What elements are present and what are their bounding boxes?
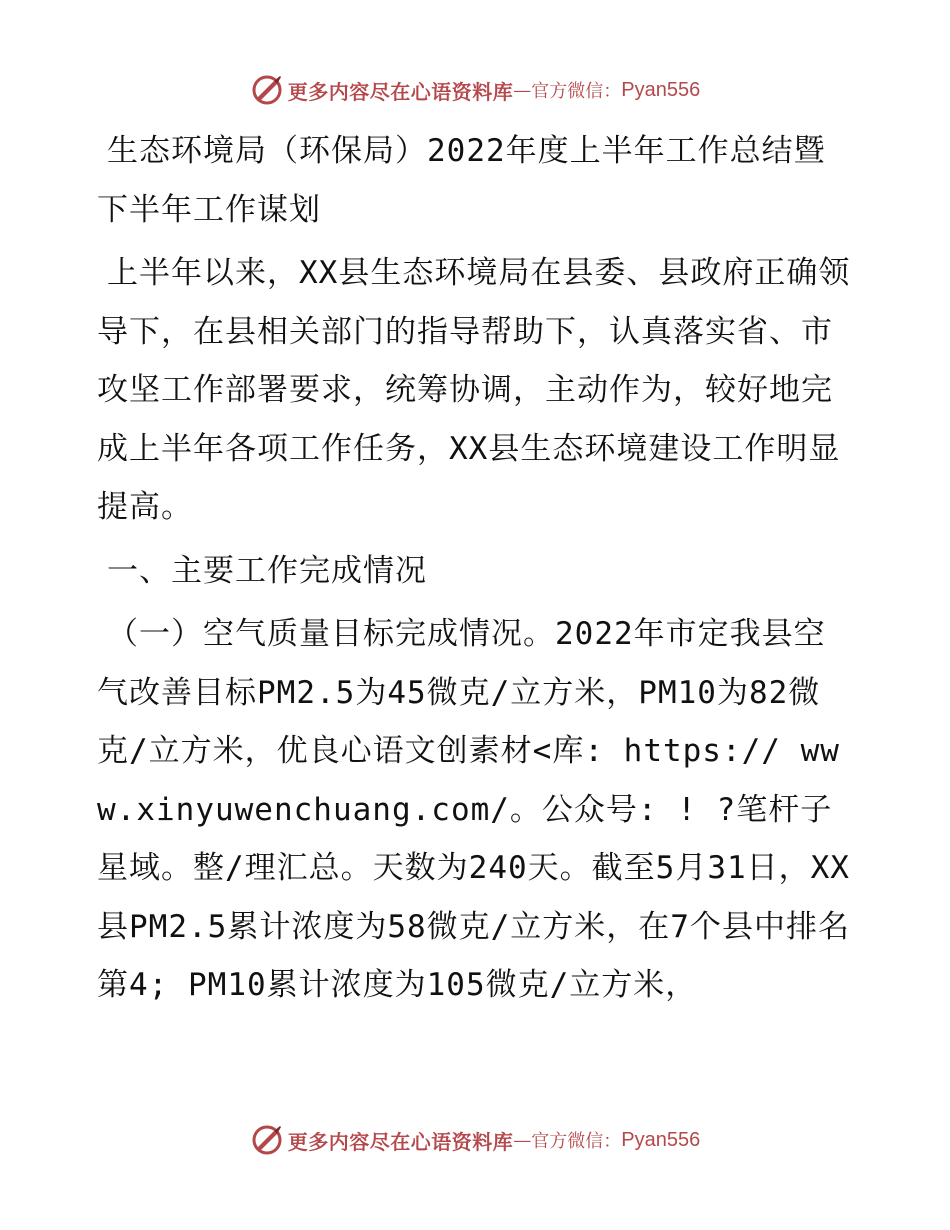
banner-text: 更多内容尽在心语资料库 (287, 1129, 514, 1154)
document-body (97, 122, 857, 1015)
banner-wechat-id: Pyan556 (621, 1128, 701, 1151)
pen-logo-icon (250, 1123, 284, 1157)
footer-watermark-banner (0, 1120, 950, 1160)
air-quality-paragraph: （一）空气质量目标完成情况。2022年市定我县空气改善目标PM2.5为45微克/立方米，PM10为82微克/立方米，优良心语文创素材<库: https:// www.xinyuwenchuang.com/。公众号: ! ?笔杆子星域。整/理汇总。天数为240天。截至5月31日，XX县PM2.5累计浓度为58微克/立方米，在7个县中排名第4; PM10累计浓度为105微克/立方米， (97, 616, 850, 1003)
document-title: 生态环境局（环保局）2022年度上半年工作总结暨下半年工作谋划 (97, 133, 826, 228)
banner-dash: — (513, 1129, 532, 1151)
header-watermark-banner (0, 70, 950, 110)
intro-paragraph: 上半年以来，XX县生态环境局在县委、县政府正确领导下，在县相关部门的指导帮助下，认真落实省、市攻坚工作部署要求，统筹协调，主动作为，较好地完成上半年各项工作任务，XX县生态环境建设工作明显提高。 (97, 255, 851, 525)
banner-dash: — (513, 79, 532, 101)
banner-text: 更多内容尽在心语资料库 (287, 79, 514, 104)
banner-wechat-label: 官方微信： (531, 81, 622, 102)
banner-wechat-id: Pyan556 (621, 78, 701, 101)
pen-logo-icon (250, 73, 284, 107)
section-heading: 一、主要工作完成情况 (107, 552, 427, 589)
banner-wechat-label: 官方微信： (531, 1131, 622, 1152)
